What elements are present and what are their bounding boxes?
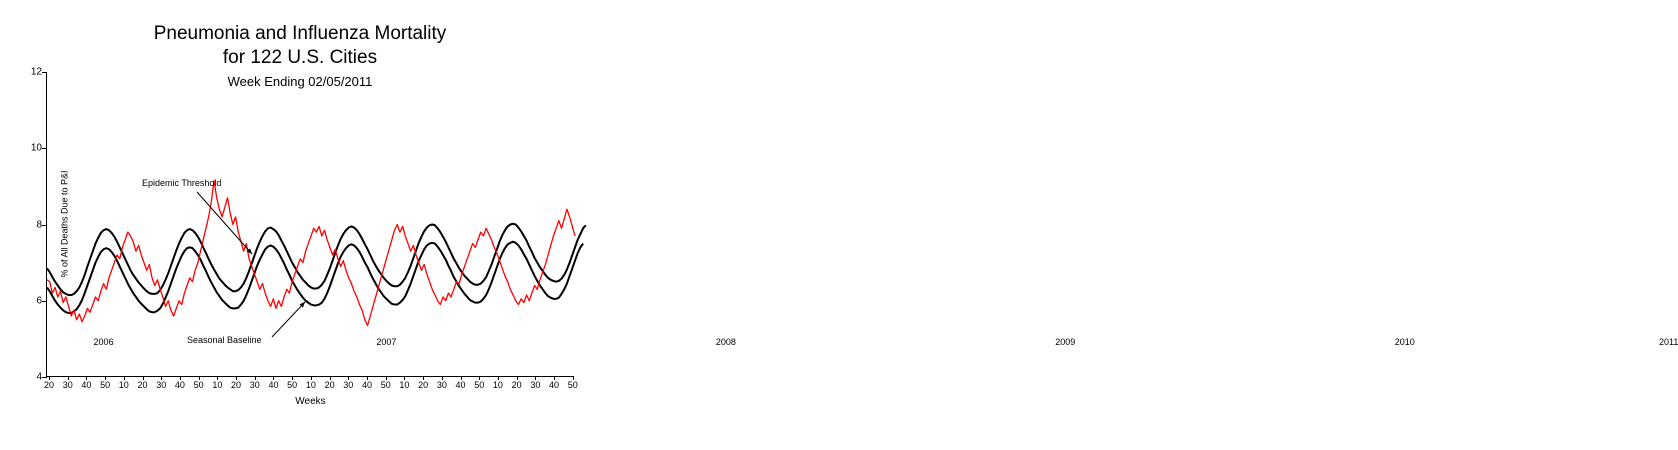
x-axis-tick-mark bbox=[143, 376, 144, 380]
y-axis-tick-mark bbox=[42, 148, 47, 149]
y-axis-tick-mark bbox=[42, 301, 47, 302]
y-axis-tick-label: 12 bbox=[30, 66, 42, 78]
year-label: 2007 bbox=[376, 337, 397, 347]
x-axis-tick-label: 30 bbox=[62, 380, 73, 390]
x-axis-tick-mark bbox=[573, 376, 574, 380]
x-axis-tick-mark bbox=[330, 376, 331, 380]
x-axis-tick-label: 40 bbox=[268, 380, 279, 390]
x-axis-tick-label: 20 bbox=[137, 380, 148, 390]
plot-area bbox=[30, 66, 1678, 407]
x-axis-tick-label: 40 bbox=[455, 380, 466, 390]
x-axis-tick-label: 50 bbox=[287, 380, 298, 390]
page-subtitle: for 122 U.S. Cities bbox=[222, 47, 378, 68]
x-axis-tick-mark bbox=[161, 376, 162, 380]
x-axis-tick-label: 40 bbox=[361, 380, 373, 390]
y-axis-tick-label: 6 bbox=[36, 295, 42, 307]
x-axis-tick-label: 30 bbox=[343, 380, 354, 390]
x-axis-tick-label: 10 bbox=[399, 380, 410, 390]
x-axis-tick-mark bbox=[423, 376, 424, 380]
x-axis-tick-mark bbox=[217, 376, 218, 380]
y-axis-label: % of All Deaths Due to P&I bbox=[59, 170, 70, 278]
x-axis-tick-mark bbox=[498, 376, 499, 380]
x-axis-label: Weeks bbox=[295, 396, 326, 407]
x-axis-tick-label: 40 bbox=[549, 380, 560, 390]
x-axis-tick-label: 40 bbox=[81, 380, 92, 390]
x-axis-tick-label: 20 bbox=[43, 380, 55, 390]
x-axis-tick-label: 50 bbox=[193, 380, 204, 390]
x-axis-tick-mark bbox=[273, 376, 274, 380]
year-label: 2006 bbox=[93, 337, 114, 347]
x-axis-tick-label: 20 bbox=[511, 380, 522, 390]
x-axis-tick-mark bbox=[199, 376, 200, 380]
y-axis-tick-label: 10 bbox=[30, 142, 42, 154]
x-axis-tick-mark bbox=[461, 376, 462, 380]
page-title: Pneumonia and Influenza Mortality bbox=[153, 23, 447, 44]
x-axis-tick-mark bbox=[535, 376, 536, 380]
x-axis-tick-mark bbox=[105, 376, 106, 380]
year-label: 2008 bbox=[715, 337, 736, 347]
year-label: 2009 bbox=[1055, 337, 1076, 347]
x-axis-tick-mark bbox=[479, 376, 480, 380]
year-label: 2011 bbox=[1659, 337, 1678, 347]
x-axis-tick-mark bbox=[442, 376, 443, 380]
series-line bbox=[47, 242, 583, 313]
x-axis-tick-label: 10 bbox=[492, 380, 503, 390]
x-axis-tick-label: 30 bbox=[156, 380, 167, 390]
x-axis-tick-mark bbox=[386, 376, 387, 380]
x-axis-tick-label: 50 bbox=[474, 380, 485, 390]
y-axis-tick-mark bbox=[42, 72, 47, 73]
x-axis-tick-mark bbox=[404, 376, 405, 380]
x-axis-tick-label: 50 bbox=[100, 380, 111, 390]
x-axis-tick-label: 20 bbox=[231, 380, 242, 390]
y-axis-tick-label: 4 bbox=[36, 371, 42, 383]
x-axis-tick-mark bbox=[255, 376, 256, 380]
week-ending-label: Week Ending 02/05/2011 bbox=[227, 74, 373, 89]
seasonal-baseline-annotation: Seasonal Baseline bbox=[187, 335, 262, 345]
x-axis-tick-label: 10 bbox=[212, 380, 223, 390]
epidemic-threshold-annotation: Epidemic Threshold bbox=[142, 178, 222, 188]
y-axis-tick-mark bbox=[42, 225, 47, 226]
x-axis-tick-mark bbox=[86, 376, 87, 380]
y-axis-tick-mark bbox=[42, 377, 47, 378]
x-axis-tick-label: 30 bbox=[436, 380, 447, 390]
x-axis-tick-label: 10 bbox=[118, 380, 129, 390]
x-axis-tick-label: 10 bbox=[305, 380, 316, 390]
x-axis-tick-mark bbox=[292, 376, 293, 380]
x-axis-tick-label: 50 bbox=[380, 380, 391, 390]
y-axis-tick-label: 8 bbox=[36, 219, 42, 230]
x-axis-tick-mark bbox=[180, 376, 181, 380]
x-axis-tick-mark bbox=[311, 376, 312, 380]
x-axis-tick-mark bbox=[124, 376, 125, 380]
x-axis-tick-label: 30 bbox=[530, 380, 541, 390]
x-axis-tick-label: 20 bbox=[418, 380, 429, 390]
x-axis-tick-mark bbox=[554, 376, 555, 380]
epidemic-threshold-arrow bbox=[197, 192, 252, 254]
x-axis-tick-mark bbox=[49, 376, 50, 380]
year-label: 2010 bbox=[1394, 337, 1415, 347]
x-axis-tick-mark bbox=[367, 376, 368, 380]
x-axis-tick-label: 40 bbox=[174, 380, 185, 390]
x-axis-tick-label: 50 bbox=[567, 380, 578, 390]
x-axis-tick-mark bbox=[517, 376, 518, 380]
series-plot bbox=[47, 72, 575, 377]
x-axis-tick-label: 20 bbox=[324, 380, 335, 390]
x-axis-tick-label: 30 bbox=[249, 380, 260, 390]
x-axis-tick-mark bbox=[236, 376, 237, 380]
x-axis-tick-mark bbox=[348, 376, 349, 380]
x-axis-tick-mark bbox=[68, 376, 69, 380]
